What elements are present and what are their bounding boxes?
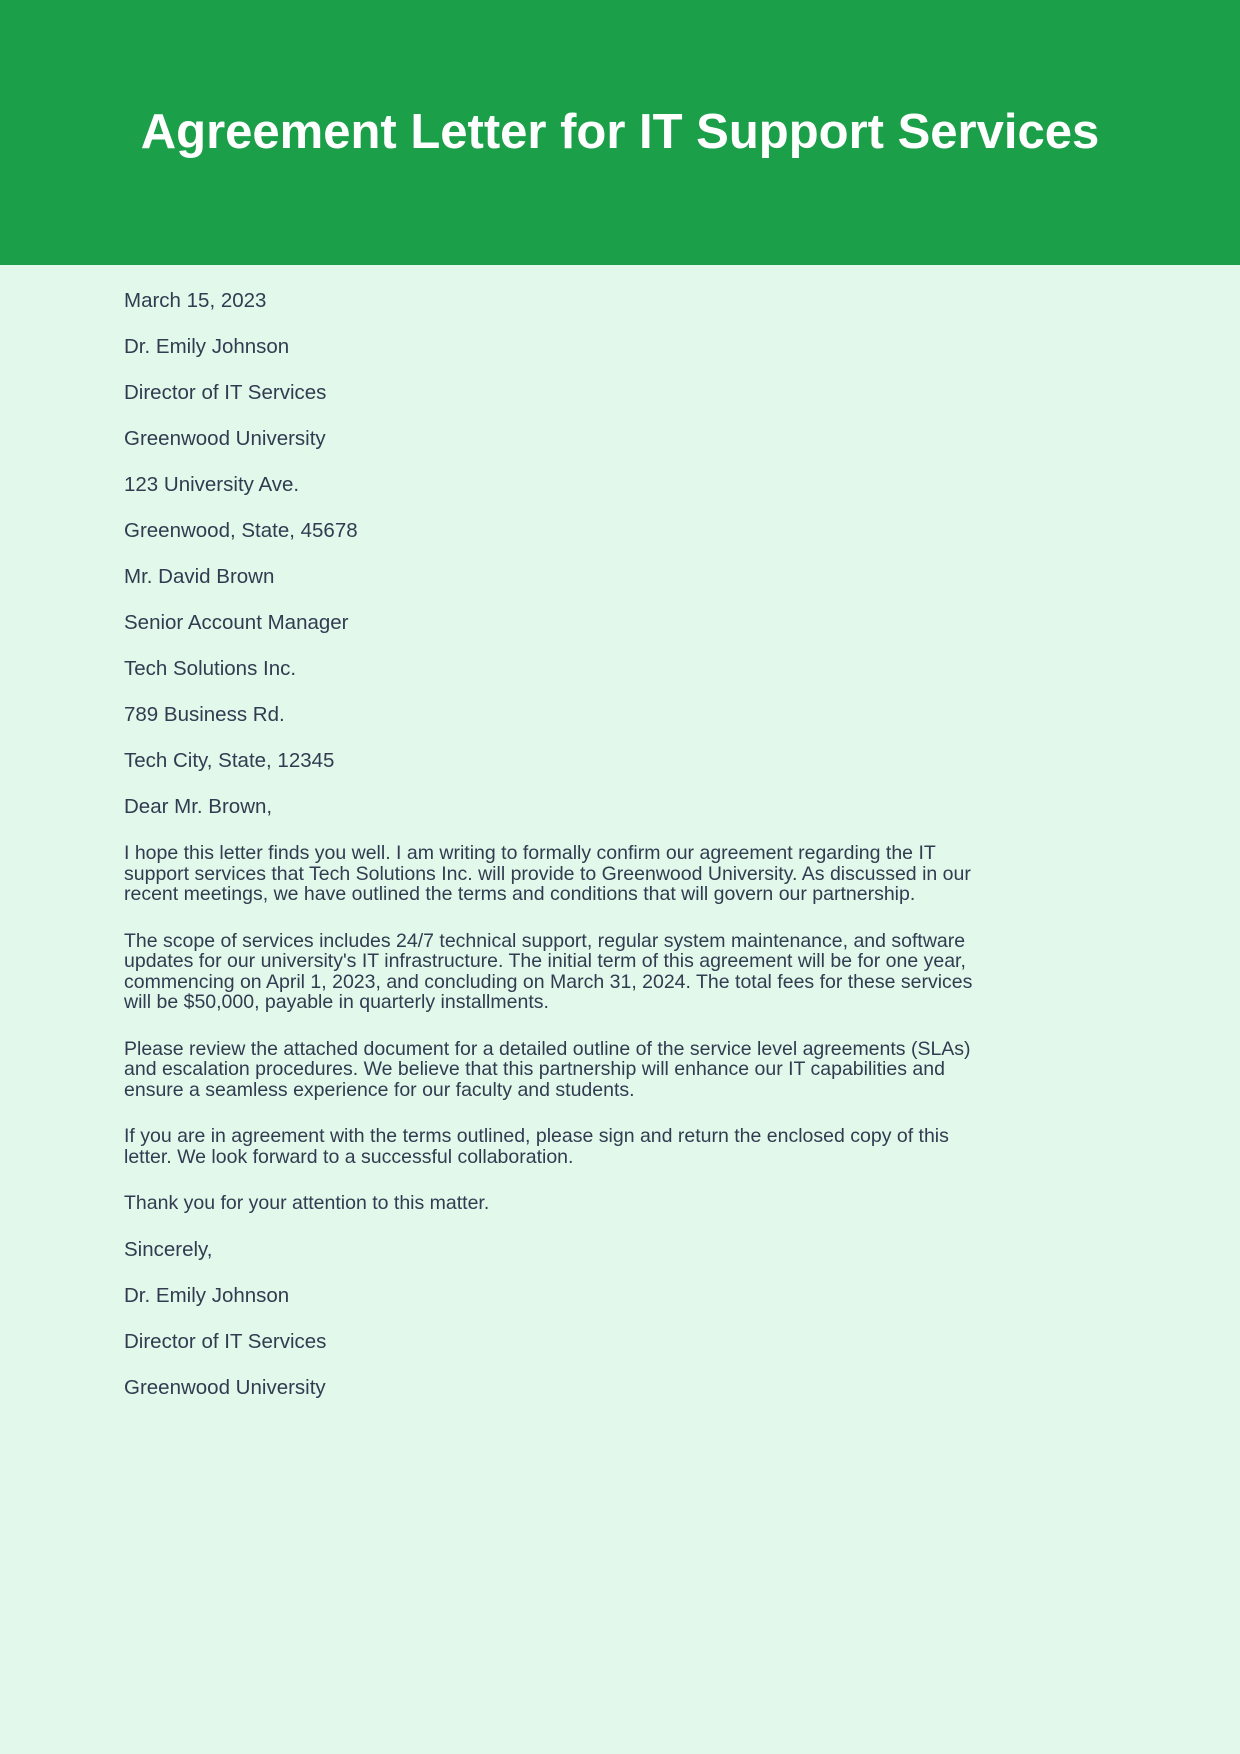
signature-organization: Greenwood University bbox=[124, 1375, 326, 1399]
recipient-city-state-zip: Tech City, State, 12345 bbox=[124, 749, 335, 772]
recipient-street: 789 Business Rd. bbox=[124, 703, 285, 726]
body-paragraph-5: Thank you for your attention to this matter. bbox=[124, 1192, 490, 1214]
page-title: Agreement Letter for IT Support Services bbox=[140, 105, 1100, 160]
recipient-name: Mr. David Brown bbox=[124, 565, 275, 588]
recipient-title: Senior Account Manager bbox=[124, 611, 349, 634]
sender-title: Director of IT Services bbox=[124, 381, 327, 404]
body-paragraph-1: I hope this letter finds you well. I am writing to formally confirm our agreement regarding the IT support services that Tech Solutions Inc. will provide to Greenwood University. As discussed in our recent meetings, we have outlined the terms and conditions that will govern our partnership. bbox=[124, 842, 971, 905]
body-paragraph-4: If you are in agreement with the terms outlined, please sign and return the enclosed copy of this letter. We look forward to a successful collaboration. bbox=[124, 1125, 949, 1168]
sender-name: Dr. Emily Johnson bbox=[124, 335, 290, 358]
closing-salutation: Sincerely, bbox=[124, 1237, 213, 1261]
letter-date: March 15, 2023 bbox=[124, 289, 267, 312]
letter-content bbox=[0, 265, 1240, 1398]
letter-body bbox=[0, 265, 1240, 1754]
sender-organization: Greenwood University bbox=[124, 427, 326, 450]
signature-name: Dr. Emily Johnson bbox=[124, 1283, 290, 1307]
sender-city-state-zip: Greenwood, State, 45678 bbox=[124, 519, 358, 542]
recipient-organization: Tech Solutions Inc. bbox=[124, 657, 297, 680]
sender-street: 123 University Ave. bbox=[124, 473, 300, 496]
salutation: Dear Mr. Brown, bbox=[124, 795, 273, 818]
signature-title: Director of IT Services bbox=[124, 1329, 327, 1353]
body-paragraph-3: Please review the attached document for a detailed outline of the service level agreements (SLAs) and escalation procedures. We believe that this partnership will enhance our IT capabilities and ensure a seamless experience for our faculty and students. bbox=[124, 1037, 971, 1101]
document-header-band bbox=[0, 0, 1240, 265]
body-paragraph-2: The scope of services includes 24/7 technical support, regular system maintenance, and software updates for our university's IT infrastructure. The initial term of this agreement will be for one year, commencing on April 1, 2023, and concluding on March 31, 2024. The total fees for these services will be $50,000, payable in quarterly installments. bbox=[124, 929, 973, 1013]
